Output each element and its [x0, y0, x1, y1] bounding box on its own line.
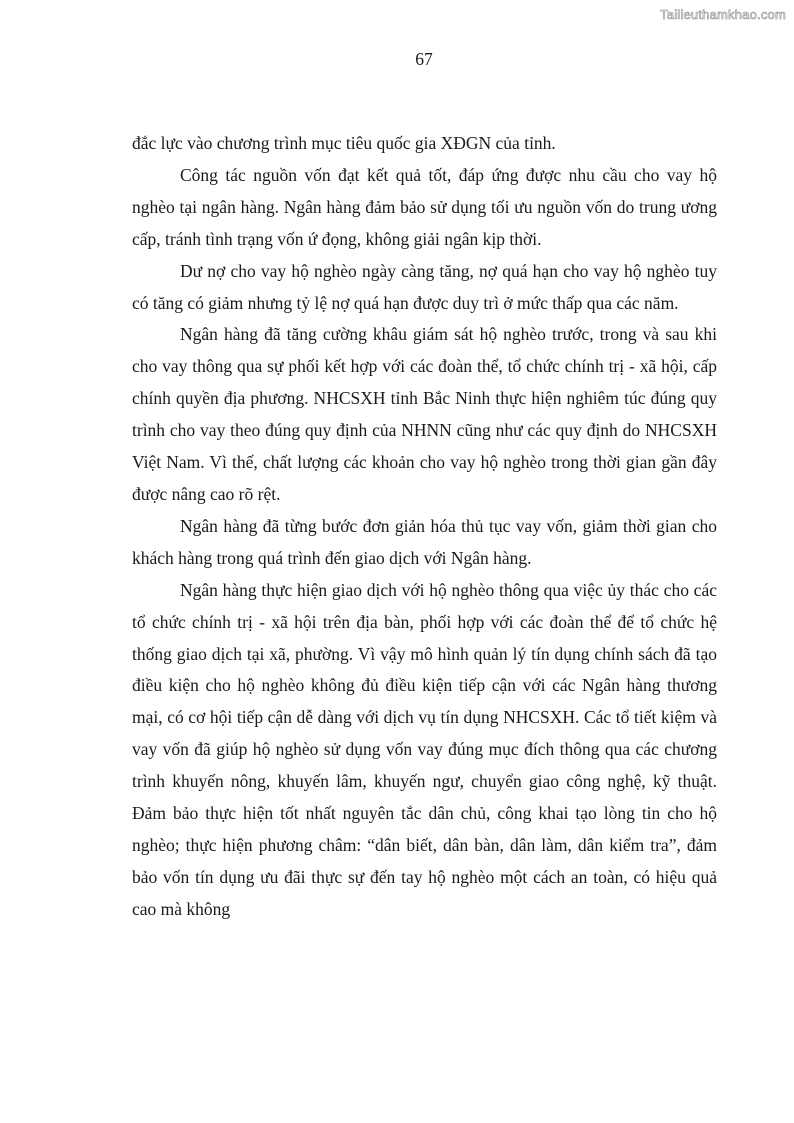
paragraph-entrustment: Ngân hàng thực hiện giao dịch với hộ nghèo thông qua việc ủy thác cho các tổ chức chính trị - xã hội trên địa bàn, phối hợp với các đoàn thể để tổ chức hệ thống giao dịch tại xã, phường. Vì vậy mô hình quản lý tín dụng chính sách đã tạo điều kiện cho hộ nghèo không đủ điều kiện tiếp cận với các Ngân hàng thương mại, có cơ hội tiếp cận dễ dàng với dịch vụ tín dụng NHCSXH. Các tổ tiết kiệm và vay vốn đã giúp hộ nghèo sử dụng vốn vay đúng mục đích thông qua các chương trình khuyến nông, khuyến lâm, khuyến ngư, chuyển giao công nghệ, kỹ thuật. Đảm bảo thực hiện tốt nhất nguyên tắc dân chủ, công khai tạo lòng tin cho hộ nghèo; thực hiện phương châm: “dân biết, dân bàn, dân làm, dân kiểm tra”, đảm bảo vốn tín dụng ưu đãi thực sự đến tay hộ nghèo một cách an toàn, có hiệu quả cao mà không	[132, 579, 717, 919]
paragraph-outstanding-loans: Dư nợ cho vay hộ nghèo ngày càng tăng, nợ quá hạn cho vay hộ nghèo tuy có tăng có giảm nhưng tỷ lệ nợ quá hạn được duy trì ở mức thấp qua các năm.	[132, 260, 717, 313]
paragraph-continuation: đắc lực vào chương trình mục tiêu quốc gia XĐGN của tỉnh.	[132, 133, 556, 153]
paragraph-procedures: Ngân hàng đã từng bước đơn giản hóa thủ tục vay vốn, giảm thời gian cho khách hàng trong quá trình đến giao dịch với Ngân hàng.	[132, 515, 717, 568]
paragraph-capital-sources: Công tác nguồn vốn đạt kết quả tốt, đáp ứng được nhu cầu cho vay hộ nghèo tại ngân hàng. Ngân hàng đảm bảo sử dụng tối ưu nguồn vốn do trung ương cấp, tránh tình trạng vốn ứ đọng, không giải ngân kịp thời.	[132, 164, 717, 249]
watermark-text: Tailieuthamkhao.com	[660, 7, 786, 22]
document-body	[132, 128, 717, 926]
page-number: 67	[415, 49, 433, 69]
paragraph-supervision: Ngân hàng đã tăng cường khâu giám sát hộ nghèo trước, trong và sau khi cho vay thông qua sự phối kết hợp với các đoàn thể, tổ chức chính trị - xã hội, cấp chính quyền địa phương. NHCSXH tỉnh Bắc Ninh thực hiện nghiêm túc đúng quy trình cho vay theo đúng quy định của NHNN cũng như các quy định do NHCSXH Việt Nam. Vì thế, chất lượng các khoản cho vay hộ nghèo trong thời gian gần đây được nâng cao rõ rệt.	[132, 324, 717, 504]
